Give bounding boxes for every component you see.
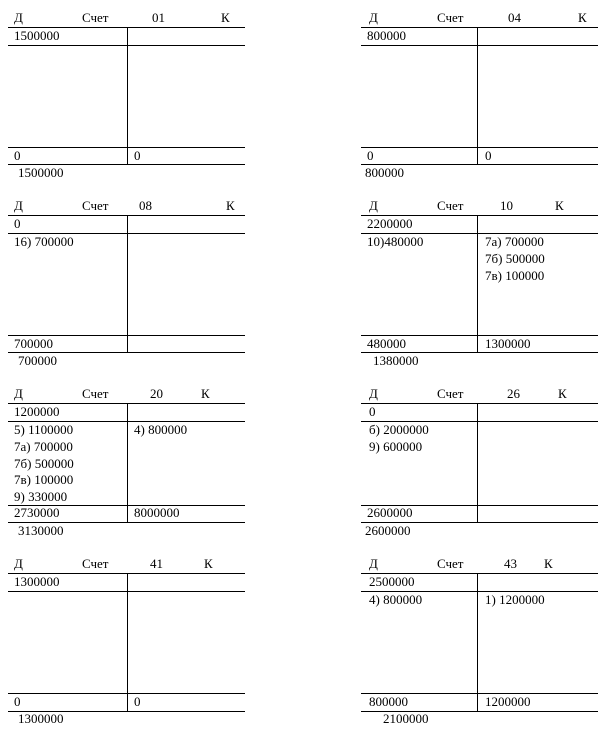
debit-label: Д xyxy=(369,198,378,213)
closing-balance: 1500000 xyxy=(18,165,64,180)
center-rule xyxy=(127,27,128,164)
account-number: 04 xyxy=(508,10,521,25)
closing-balance: 800000 xyxy=(365,165,404,180)
turnover-debit: 480000 xyxy=(367,336,406,351)
credit-entry: 1) 1200000 xyxy=(485,592,545,607)
turnover-debit: 2730000 xyxy=(14,505,60,520)
account-header xyxy=(361,384,598,404)
turnover-rule-top xyxy=(361,147,598,148)
credit-label: К xyxy=(544,556,553,571)
t-account-41 xyxy=(8,554,245,730)
account-number: 26 xyxy=(507,386,520,401)
debit-entries xyxy=(14,234,74,251)
opening-balance: 1500000 xyxy=(14,28,60,43)
account-number: 01 xyxy=(152,10,165,25)
debit-entry: 4) 800000 xyxy=(369,592,423,607)
credit-label: К xyxy=(558,386,567,401)
credit-entry: 7в) 100000 xyxy=(485,267,545,283)
center-rule xyxy=(477,27,478,164)
credit-entries xyxy=(485,592,545,609)
credit-entry: 7б) 500000 xyxy=(485,250,545,266)
debit-entry: 7в) 100000 xyxy=(14,472,74,488)
opening-rule xyxy=(361,45,598,46)
debit-entry: 7а) 700000 xyxy=(14,438,73,454)
opening-balance: 1300000 xyxy=(14,574,60,589)
turnover-debit: 0 xyxy=(14,694,21,709)
account-header xyxy=(361,8,598,28)
closing-balance: 2100000 xyxy=(383,711,429,726)
debit-entry: 5) 1100000 xyxy=(14,422,74,437)
opening-balance: 0 xyxy=(14,216,21,231)
credit-entries xyxy=(485,234,545,284)
center-rule xyxy=(127,215,128,352)
closing-balance: 1380000 xyxy=(373,353,419,368)
turnover-debit: 800000 xyxy=(369,694,408,709)
t-account-43 xyxy=(361,554,598,730)
turnover-debit: 2600000 xyxy=(367,505,413,520)
turnover-debit: 700000 xyxy=(14,336,53,351)
account-header xyxy=(8,8,245,28)
account-word: Счет xyxy=(82,386,109,401)
debit-entries xyxy=(369,592,422,609)
debit-label: Д xyxy=(14,10,23,25)
turnover-debit: 0 xyxy=(367,148,374,163)
debit-label: Д xyxy=(14,386,23,401)
turnover-credit: 1200000 xyxy=(485,694,531,709)
account-number: 20 xyxy=(150,386,163,401)
credit-entry: 4) 800000 xyxy=(134,422,188,437)
debit-label: Д xyxy=(14,198,23,213)
account-word: Счет xyxy=(82,10,109,25)
account-word: Счет xyxy=(437,198,464,213)
account-word: Счет xyxy=(82,556,109,571)
debit-entries xyxy=(367,234,423,251)
debit-entry: 9) 600000 xyxy=(369,438,423,454)
top-rule xyxy=(361,403,598,404)
t-account-10 xyxy=(361,196,598,371)
account-word: Счет xyxy=(437,10,464,25)
turnover-credit: 0 xyxy=(485,148,492,163)
debit-label: Д xyxy=(369,10,378,25)
turnover-credit: 0 xyxy=(134,694,141,709)
turnover-rule-top xyxy=(8,147,245,148)
credit-label: К xyxy=(555,198,564,213)
turnover-debit: 0 xyxy=(14,148,21,163)
closing-balance: 2600000 xyxy=(365,523,411,538)
credit-label: К xyxy=(201,386,210,401)
opening-balance: 2200000 xyxy=(367,216,413,231)
account-word: Счет xyxy=(82,198,109,213)
account-number: 41 xyxy=(150,556,163,571)
debit-entry: б) 2000000 xyxy=(369,422,429,437)
credit-label: К xyxy=(221,10,230,25)
t-account-08 xyxy=(8,196,245,371)
credit-entries xyxy=(134,422,187,439)
debit-label: Д xyxy=(369,386,378,401)
center-rule xyxy=(477,215,478,352)
account-word: Счет xyxy=(437,386,464,401)
opening-balance: 0 xyxy=(369,404,376,419)
turnover-credit: 0 xyxy=(134,148,141,163)
account-header xyxy=(8,384,245,404)
credit-label: К xyxy=(578,10,587,25)
debit-entries xyxy=(369,422,429,456)
t-account-01 xyxy=(8,8,245,183)
opening-balance: 800000 xyxy=(367,28,406,43)
debit-entries xyxy=(14,422,74,506)
account-header xyxy=(361,196,598,216)
center-rule xyxy=(127,573,128,711)
account-number: 10 xyxy=(500,198,513,213)
account-header xyxy=(8,196,245,216)
turnover-rule-top xyxy=(8,693,245,694)
center-rule xyxy=(477,573,478,711)
debit-label: Д xyxy=(14,556,23,571)
t-account-04 xyxy=(361,8,598,183)
opening-balance: 1200000 xyxy=(14,404,60,419)
turnover-credit: 8000000 xyxy=(134,505,180,520)
credit-entry: 7а) 700000 xyxy=(485,234,544,249)
t-account-26 xyxy=(361,384,598,542)
credit-label: К xyxy=(204,556,213,571)
account-header xyxy=(361,554,598,574)
account-word: Счет xyxy=(437,556,464,571)
t-account-20 xyxy=(8,384,245,542)
debit-label: Д xyxy=(369,556,378,571)
debit-entry: 16) 700000 xyxy=(14,234,74,249)
opening-balance: 2500000 xyxy=(369,574,415,589)
debit-entry: 7б) 500000 xyxy=(14,455,74,471)
account-header xyxy=(8,554,245,574)
debit-entry: 9) 330000 xyxy=(14,489,68,505)
account-number: 08 xyxy=(139,198,152,213)
credit-label: К xyxy=(226,198,235,213)
closing-balance: 700000 xyxy=(18,353,57,368)
debit-entry: 10)480000 xyxy=(367,234,424,249)
closing-balance: 1300000 xyxy=(18,711,64,726)
account-number: 43 xyxy=(504,556,517,571)
turnover-credit: 1300000 xyxy=(485,336,531,351)
closing-balance: 3130000 xyxy=(18,523,64,538)
